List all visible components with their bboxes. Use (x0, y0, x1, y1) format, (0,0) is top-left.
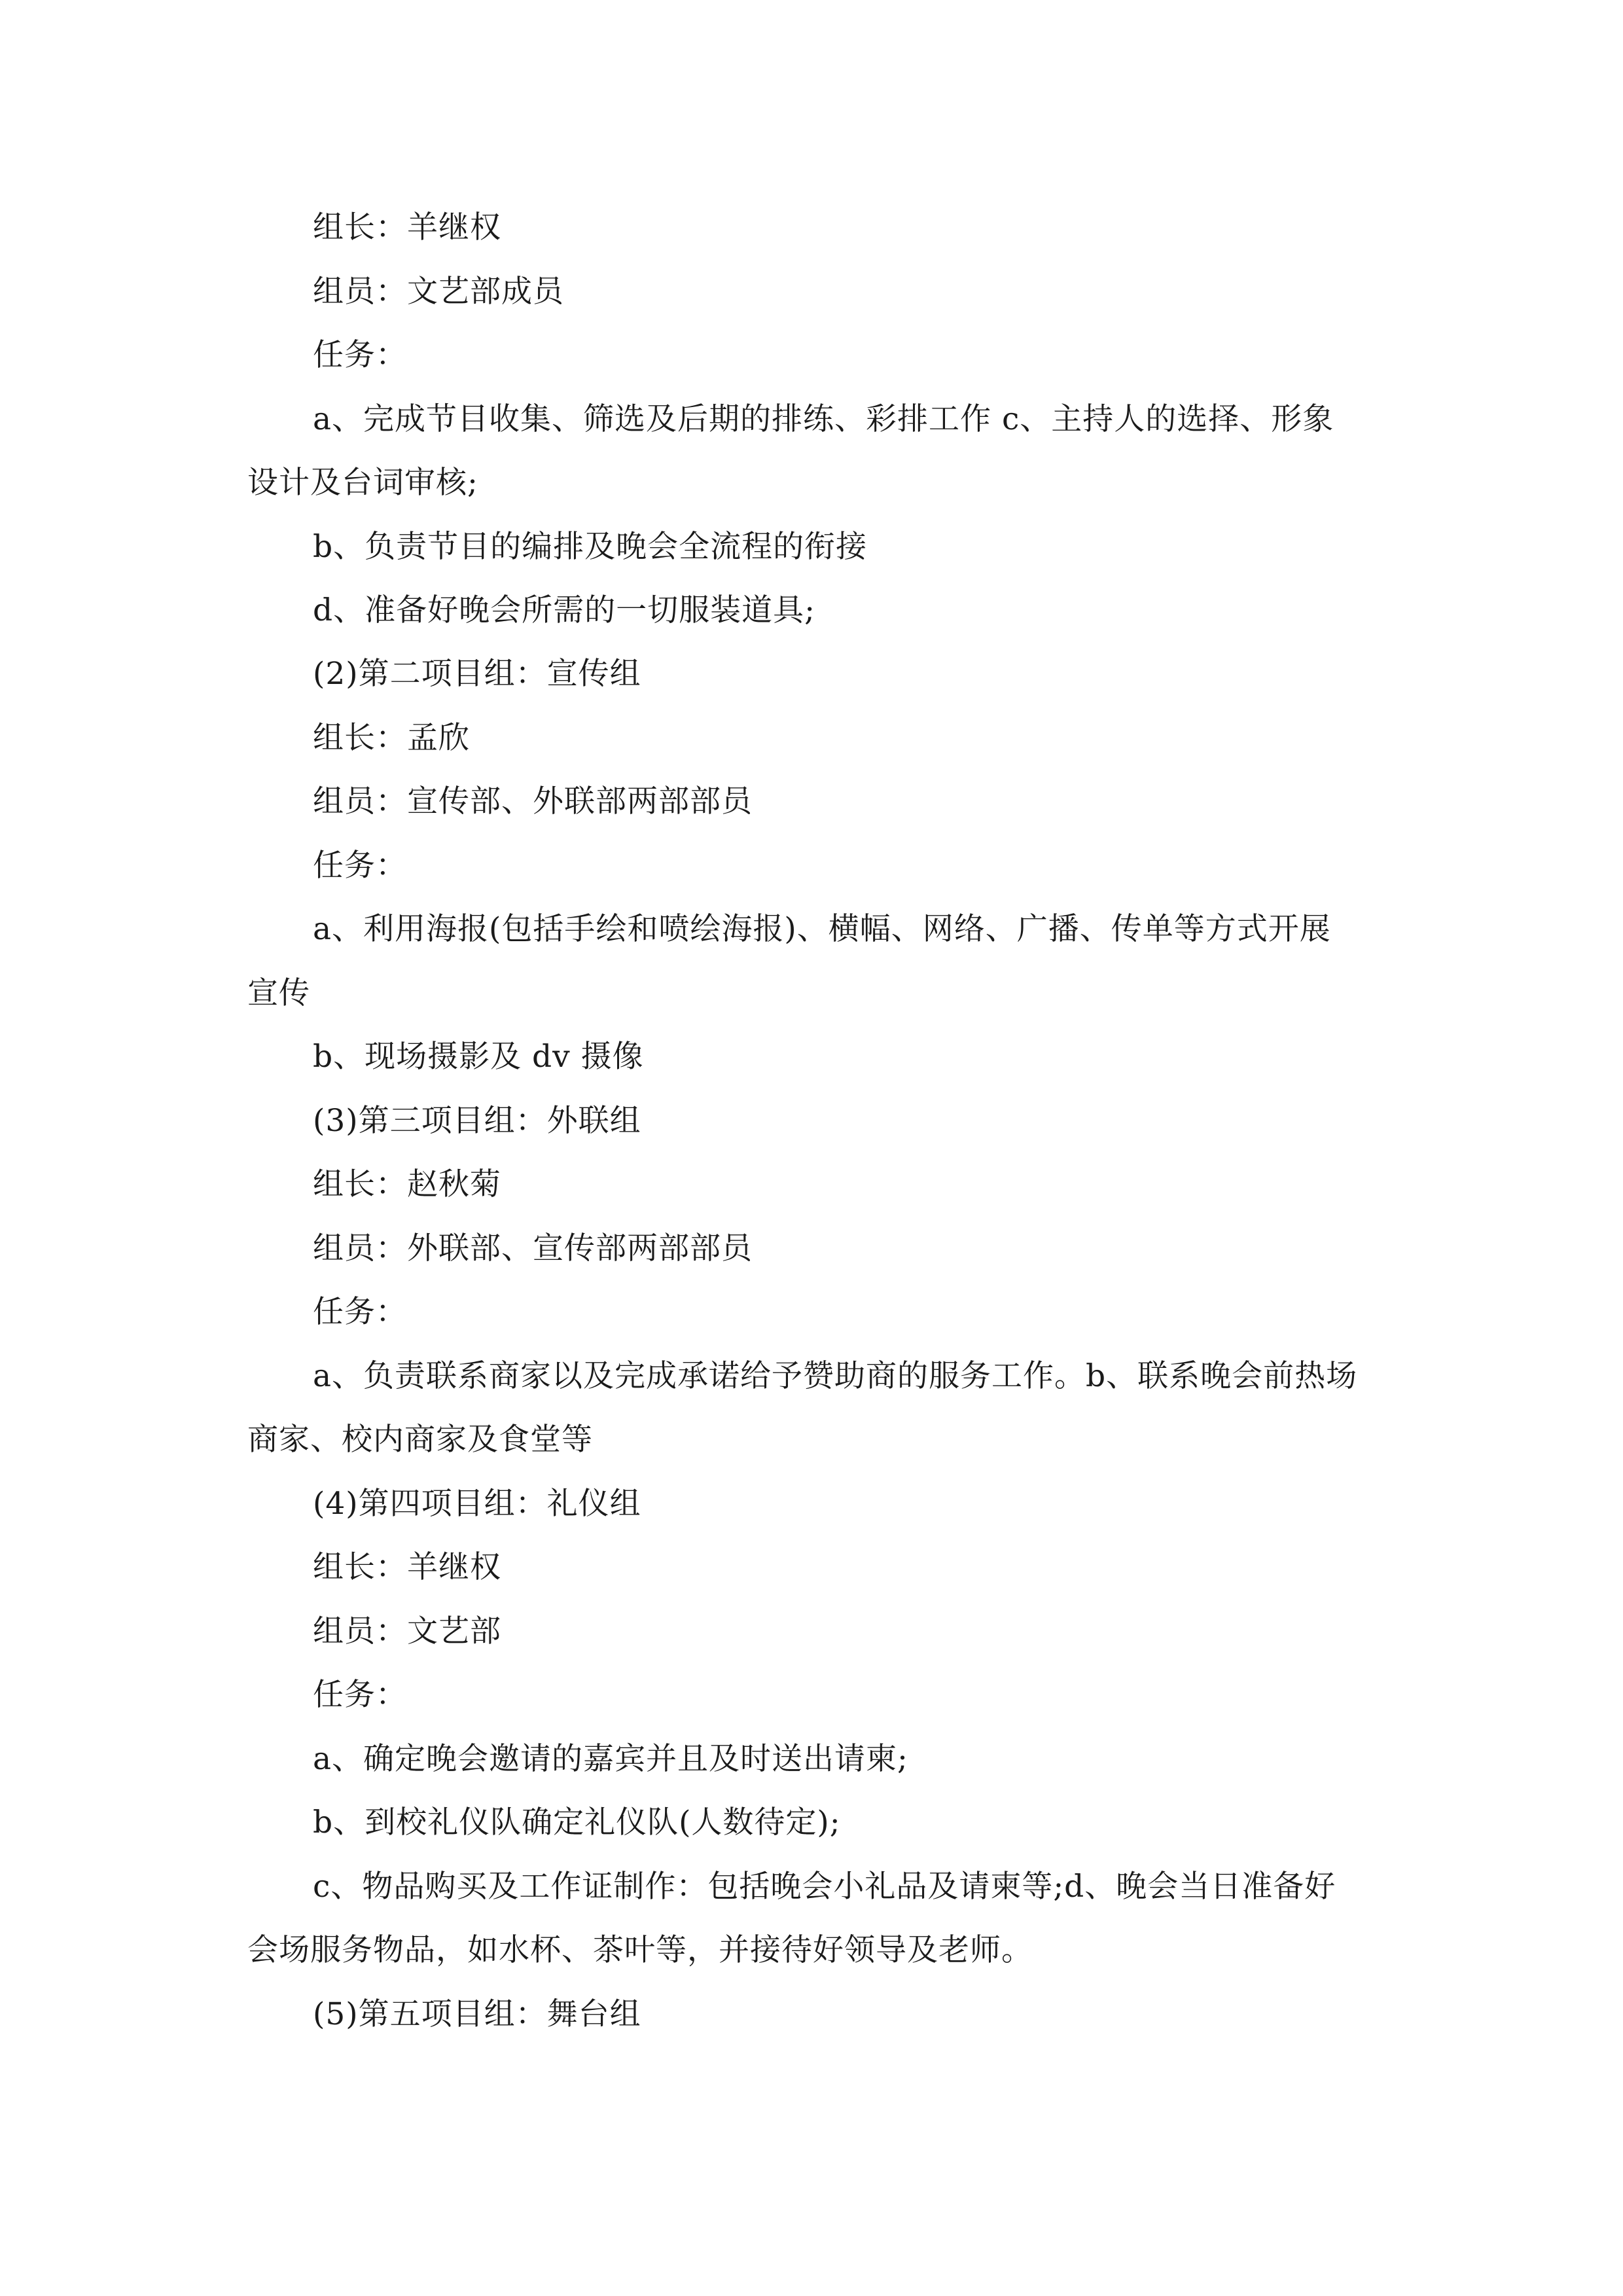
text-line: a、利用海报(包括手绘和喷绘海报)、横幅、网络、广播、传单等方式开展 (313, 911, 1331, 947)
text-line: b、负责节目的编排及晚会全流程的衔接 (313, 529, 868, 565)
text-line: (5)第五项目组：舞台组 (313, 1996, 641, 2032)
text-line: 组员：宣传部、外联部两部部员 (313, 783, 753, 819)
text-line: (2)第二项目组：宣传组 (313, 656, 641, 692)
text-line: a、负责联系商家以及完成承诺给予赞助商的服务工作。b、联系晚会前热场 (313, 1358, 1358, 1394)
text-line: 组长：羊继权 (313, 1549, 501, 1585)
text-line: c、物品购买及工作证制作：包括晚会小礼品及请柬等;d、晚会当日准备好 (313, 1869, 1336, 1905)
text-line: (4)第四项目组：礼仪组 (313, 1486, 641, 1522)
text-line: a、完成节目收集、筛选及后期的排练、彩排工作 c、主持人的选择、形象 (313, 401, 1334, 437)
text-line: 组长：孟欣 (313, 720, 470, 756)
text-line: 任务： (313, 337, 407, 373)
text-line: a、确定晚会邀请的嘉宾并且及时送出请柬; (313, 1741, 908, 1777)
text-line: (3)第三项目组：外联组 (313, 1103, 641, 1139)
text-line: b、现场摄影及 dv 摄像 (313, 1039, 644, 1075)
text-line: 设计及台词审核; (247, 465, 478, 501)
text-line: 组员：文艺部 (313, 1613, 501, 1649)
text-line: 任务： (313, 1677, 407, 1713)
text-line: 组员：外联部、宣传部两部部员 (313, 1230, 753, 1266)
text-line: b、到校礼仪队确定礼仪队(人数待定); (313, 1804, 841, 1840)
text-line: 任务： (313, 1294, 407, 1330)
text-line: 宣传 (247, 975, 310, 1011)
text-line: d、准备好晚会所需的一切服装道具; (313, 592, 815, 628)
text-line: 商家、校内商家及食堂等 (247, 1422, 593, 1458)
text-line: 组长：赵秋菊 (313, 1166, 501, 1202)
text-line: 会场服务物品，如水杯、茶叶等，并接待好领导及老师。 (247, 1932, 1033, 1968)
text-line: 组长：羊继权 (313, 209, 501, 245)
text-line: 任务： (313, 848, 407, 884)
text-line: 组员：文艺部成员 (313, 274, 564, 310)
